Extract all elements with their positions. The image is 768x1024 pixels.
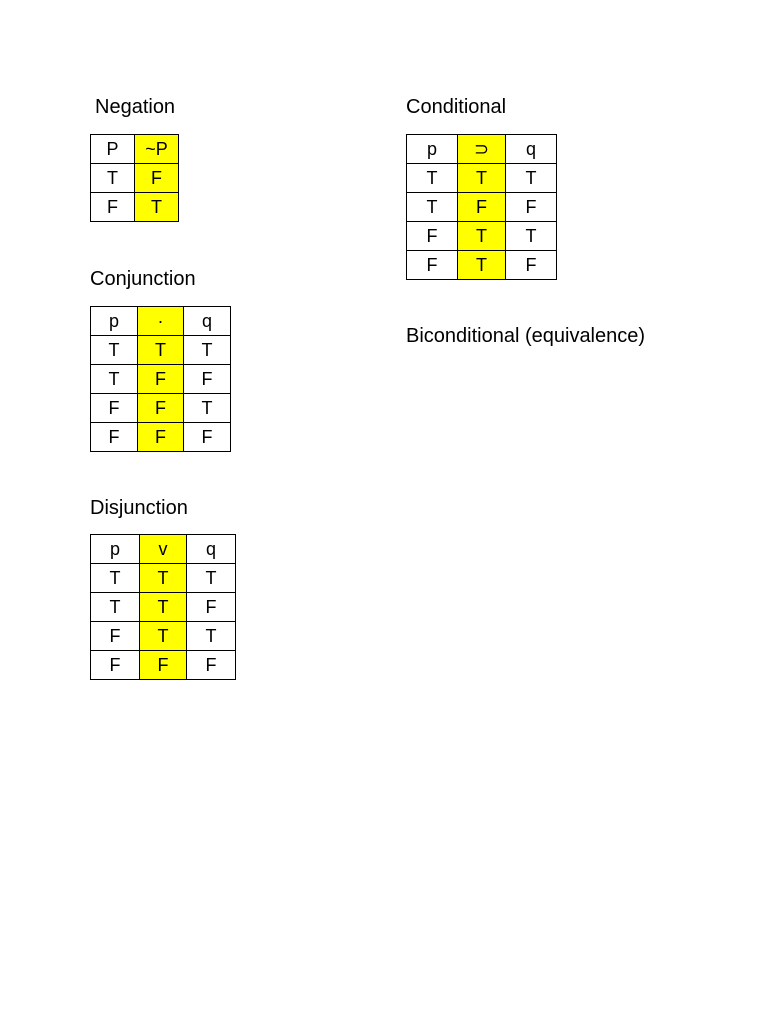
negation-title: Negation xyxy=(95,96,176,118)
table-cell: T xyxy=(506,164,557,193)
table-cell: F xyxy=(187,593,236,622)
table-cell: F xyxy=(407,251,458,280)
table-cell: F xyxy=(91,193,135,222)
table-row xyxy=(91,651,236,680)
table-cell: T xyxy=(91,164,135,193)
table-cell-result: F xyxy=(138,394,184,423)
table-cell: T xyxy=(187,564,236,593)
table-row xyxy=(91,365,231,394)
biconditional-title: Biconditional (equivalence) xyxy=(406,325,646,347)
table-cell-result: F xyxy=(458,193,506,222)
table-header-row xyxy=(91,307,231,336)
table-cell: F xyxy=(91,622,140,651)
table-cell-result: T xyxy=(138,336,184,365)
table-row xyxy=(91,622,236,651)
table-row xyxy=(407,222,557,251)
table-cell: F xyxy=(407,222,458,251)
table-cell: F xyxy=(506,193,557,222)
table-row xyxy=(91,593,236,622)
header-cell-q: q xyxy=(187,535,236,564)
disjunction-truth-table xyxy=(90,534,236,680)
table-cell: F xyxy=(91,394,138,423)
table-cell: F xyxy=(184,365,231,394)
table-cell: T xyxy=(91,564,140,593)
table-cell-result: F xyxy=(135,164,179,193)
table-row xyxy=(91,193,179,222)
table-cell-result: T xyxy=(135,193,179,222)
conditional-title: Conditional xyxy=(406,96,507,118)
table-row xyxy=(407,164,557,193)
table-cell-result: F xyxy=(138,423,184,452)
table-cell-result: T xyxy=(140,564,187,593)
header-cell-operator: v xyxy=(140,535,187,564)
disjunction-title: Disjunction xyxy=(90,497,188,519)
header-cell-p: P xyxy=(91,135,135,164)
table-cell: T xyxy=(184,336,231,365)
header-cell-q: q xyxy=(506,135,557,164)
table-row xyxy=(91,564,236,593)
header-cell-q: q xyxy=(184,307,231,336)
conjunction-title: Conjunction xyxy=(90,268,196,290)
negation-truth-table xyxy=(90,134,179,222)
header-cell-not-p: ~P xyxy=(135,135,179,164)
conditional-truth-table xyxy=(406,134,557,280)
conjunction-truth-table xyxy=(90,306,231,452)
table-row xyxy=(91,164,179,193)
table-header-row xyxy=(91,535,236,564)
table-cell: F xyxy=(506,251,557,280)
table-cell: T xyxy=(187,622,236,651)
table-cell: T xyxy=(184,394,231,423)
table-cell: T xyxy=(407,193,458,222)
table-cell-result: F xyxy=(140,651,187,680)
table-cell: T xyxy=(407,164,458,193)
table-cell-result: T xyxy=(458,222,506,251)
table-cell-result: T xyxy=(140,622,187,651)
table-cell: T xyxy=(91,336,138,365)
table-cell: F xyxy=(184,423,231,452)
table-row xyxy=(91,423,231,452)
table-cell-result: T xyxy=(458,251,506,280)
table-cell-result: T xyxy=(140,593,187,622)
header-cell-operator: · xyxy=(138,307,184,336)
table-cell: T xyxy=(91,365,138,394)
table-cell: T xyxy=(506,222,557,251)
table-cell-result: F xyxy=(138,365,184,394)
table-row xyxy=(91,394,231,423)
header-cell-p: p xyxy=(91,307,138,336)
table-cell: T xyxy=(91,593,140,622)
table-cell-result: T xyxy=(458,164,506,193)
table-row xyxy=(407,251,557,280)
header-cell-p: p xyxy=(91,535,140,564)
table-cell: F xyxy=(91,651,140,680)
table-cell: F xyxy=(91,423,138,452)
table-header-row xyxy=(91,135,179,164)
table-header-row xyxy=(407,135,557,164)
header-cell-p: p xyxy=(407,135,458,164)
table-cell: F xyxy=(187,651,236,680)
table-row xyxy=(91,336,231,365)
header-cell-operator: ⊃ xyxy=(458,135,506,164)
table-row xyxy=(407,193,557,222)
